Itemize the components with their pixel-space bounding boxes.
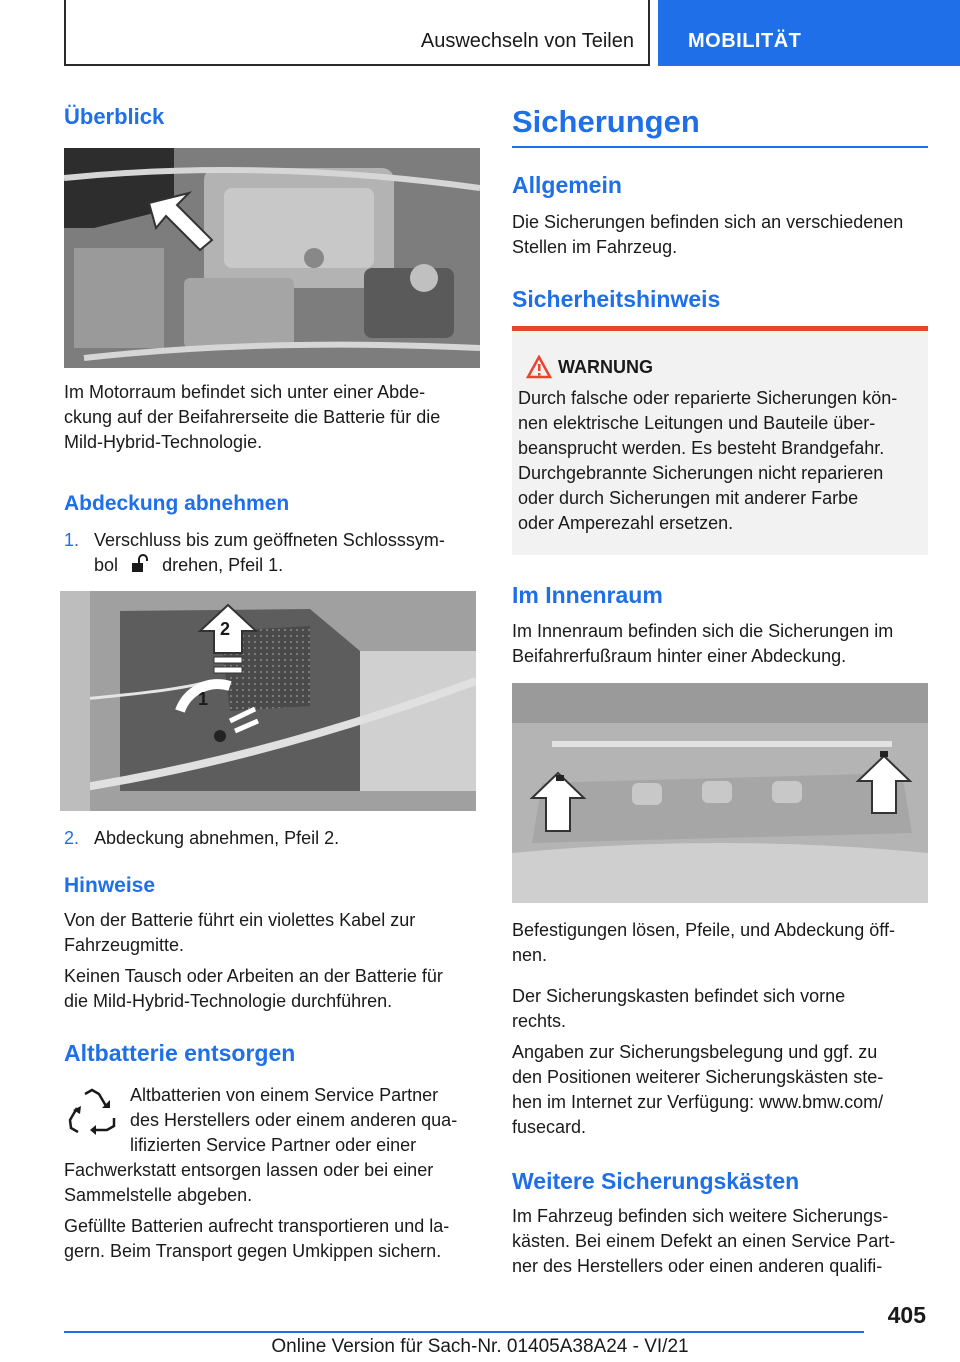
notes-paragraph-1 [64, 908, 415, 958]
title-rule [512, 146, 928, 148]
info-line-2: den Positionen weiterer Sicherungskästen ste- [512, 1067, 884, 1087]
old-battery-line-2: des Herstellers oder einem anderen qua- [130, 1110, 458, 1130]
interior-text [512, 619, 893, 669]
info-line-1: Angaben zur Sicherungsbelegung und ggf. zu [512, 1042, 878, 1062]
general-heading: Allgemein [512, 172, 622, 198]
old-battery-line-4: Fachwerkstatt entsorgen lassen oder bei einer [64, 1160, 434, 1180]
step-1-number: 1. [64, 530, 80, 550]
warning-line-1: Durch falsche oder reparierte Sicherungen kön- [518, 388, 898, 408]
fasteners-line-2: nen. [512, 945, 548, 965]
general-line-1: Die Sicherungen befinden sich an verschiedenen [512, 212, 904, 232]
battery-cover-illustration [60, 591, 476, 811]
fuses-title: Sicherungen [512, 104, 700, 139]
transport-line-2: gern. Beim Transport gegen Umkippen sichern. [64, 1241, 442, 1261]
arrow-label-1: 1 [198, 689, 209, 709]
step-1-line-1: Verschluss bis zum geöffneten Schlosssym- [94, 530, 445, 550]
general-line-2: Stellen im Fahrzeug. [512, 237, 678, 257]
more-fuseboxes-line-1: Im Fahrzeug befinden sich weitere Sicherungs- [512, 1206, 889, 1226]
header-chapter-title: MOBILITÄT [688, 30, 802, 52]
transport-text [64, 1214, 449, 1264]
fusebox-line-2: rechts. [512, 1011, 567, 1031]
footer-text: Online Version für Sach-Nr. 01405A38A24 - VI/21 [271, 1336, 689, 1357]
overview-line-1: Im Motorraum befindet sich unter einer Abde- [64, 382, 426, 402]
more-fuseboxes-text [512, 1204, 895, 1279]
old-battery-text-indented [130, 1083, 457, 1158]
warning-line-4: Durchgebrannte Sicherungen nicht reparieren [518, 463, 884, 483]
notes-heading: Hinweise [64, 874, 156, 897]
notes-2-line-2: die Mild-Hybrid-Technologie durchführen. [64, 991, 393, 1011]
warning-line-5: oder durch Sicherungen mit anderer Farbe [518, 488, 859, 508]
old-battery-line-3: lifizierten Service Partner oder einer [130, 1135, 417, 1155]
warning-text [518, 386, 897, 536]
info-line-4: fusecard. [512, 1117, 587, 1137]
fasteners-line-1: Befestigungen lösen, Pfeile, und Abdeckung öff- [512, 920, 895, 940]
fusebox-text [512, 984, 845, 1034]
interior-line-1: Im Innenraum befinden sich die Sicherungen im [512, 621, 894, 641]
safety-heading: Sicherheitshinweis [512, 286, 721, 312]
old-battery-line-5: Sammelstelle abgeben. [64, 1185, 253, 1205]
footwell-image [512, 683, 928, 903]
old-battery-text-full [64, 1158, 433, 1208]
battery-cover-image [60, 591, 476, 811]
old-battery-line-1: Altbatterien von einem Service Partner [130, 1085, 439, 1105]
header-chapter-box [658, 0, 960, 66]
warning-triangle-icon [526, 355, 554, 379]
old-battery-heading: Altbatterie entsorgen [64, 1040, 296, 1066]
arrow-label-2: 2 [220, 619, 231, 639]
engine-bay-image [64, 148, 480, 368]
notes-2-line-1: Keinen Tausch oder Arbeiten an der Batterie für [64, 966, 443, 986]
overview-heading: Überblick [64, 104, 165, 129]
warning-title: WARNUNG [558, 357, 653, 377]
overview-line-2: ckung auf der Beifahrerseite die Batterie für die [64, 407, 441, 427]
transport-line-1: Gefüllte Batterien aufrecht transportieren und la- [64, 1216, 450, 1236]
recycling-icon [66, 1088, 118, 1142]
general-text [512, 210, 903, 260]
info-line-3: hen im Internet zur Verfügung: www.bmw.com/ [512, 1092, 884, 1112]
interior-heading: Im Innenraum [512, 582, 663, 608]
step-1-line-2-end: drehen, Pfeil 1. [162, 555, 284, 575]
step-2-number: 2. [64, 828, 80, 848]
step-1-line-2-start: bol [94, 555, 119, 575]
header-section-box [64, 0, 650, 66]
more-fuseboxes-line-3: ner des Herstellers oder einen anderen qualifi- [512, 1256, 883, 1276]
overview-text [64, 380, 440, 455]
header-section-title: Auswechseln von Teilen [420, 30, 634, 52]
warning-line-3: beansprucht werden. Es besteht Brandgefahr. [518, 438, 885, 458]
step-1 [64, 528, 445, 578]
info-text [512, 1040, 883, 1140]
engine-bay-illustration [64, 148, 480, 368]
cover-removal-heading: Abdeckung abnehmen [64, 492, 290, 515]
notes-paragraph-2 [64, 964, 443, 1014]
notes-1-line-2: Fahrzeugmitte. [64, 935, 185, 955]
step-2 [64, 826, 339, 851]
fusebox-line-1: Der Sicherungskasten befindet sich vorne [512, 986, 846, 1006]
footer-rule [64, 1331, 864, 1333]
warning-line-6: oder Amperezahl ersetzen. [518, 513, 734, 533]
more-fuseboxes-heading: Weitere Sicherungskästen [512, 1168, 800, 1194]
overview-line-3: Mild-Hybrid-Technologie. [64, 432, 263, 452]
fasteners-text [512, 918, 895, 968]
warning-box [512, 326, 928, 555]
more-fuseboxes-line-2: kästen. Bei einem Defekt an einen Service Part- [512, 1231, 896, 1251]
page-number: 405 [887, 1302, 926, 1328]
notes-1-line-1: Von der Batterie führt ein violettes Kabel zur [64, 910, 416, 930]
warning-line-2: nen elektrische Leitungen und Bauteile über- [518, 413, 876, 433]
footwell-illustration [512, 683, 928, 903]
interior-line-2: Beifahrerfußraum hinter einer Abdeckung. [512, 646, 847, 666]
unlock-symbol-icon [123, 554, 157, 574]
step-2-text: Abdeckung abnehmen, Pfeil 2. [94, 828, 340, 848]
